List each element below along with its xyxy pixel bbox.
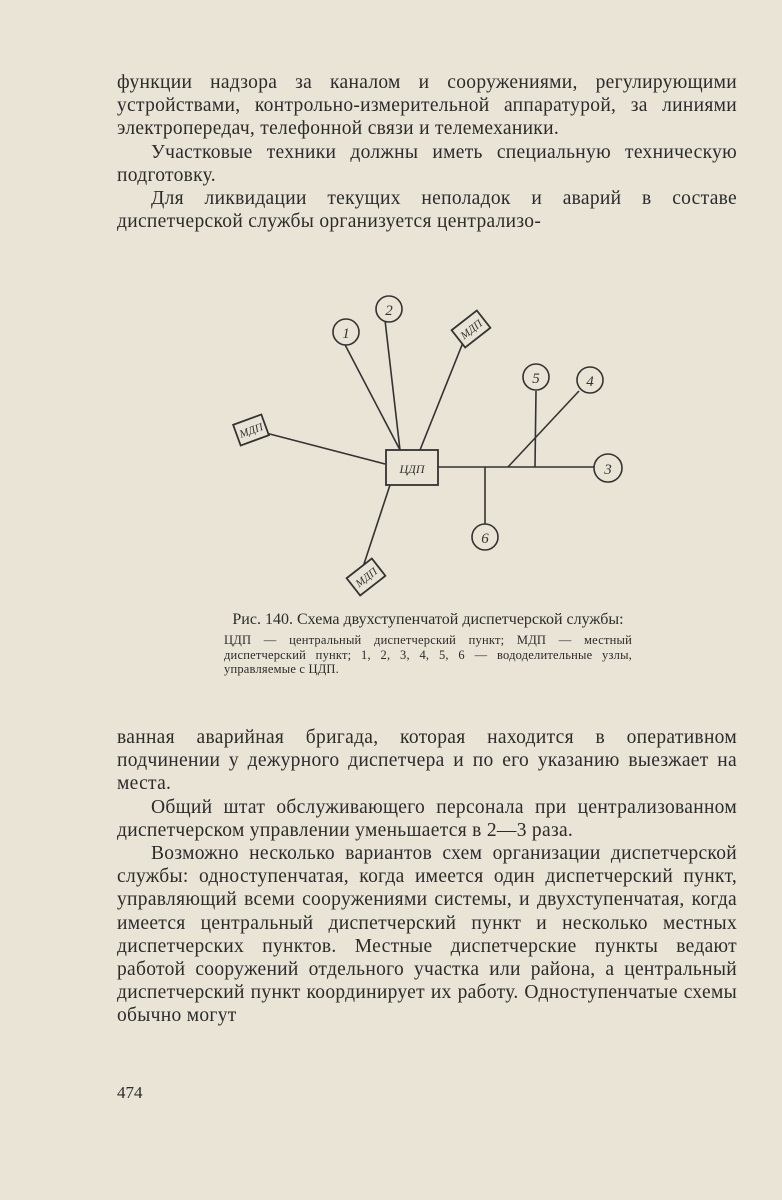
figure-caption bbox=[224, 611, 632, 677]
svg-text:5: 5 bbox=[532, 371, 540, 387]
line-to-mdp-bottom bbox=[362, 485, 390, 570]
svg-text:6: 6 bbox=[481, 531, 489, 547]
top-text bbox=[117, 71, 737, 233]
paragraph-3: Для ликвидации текущих неполадок и аварий в составе диспетчерской службы организуется централизо- bbox=[117, 188, 737, 233]
svg-text:3: 3 bbox=[604, 462, 612, 478]
mdp-top bbox=[452, 310, 491, 347]
paragraph-5: Общий штат обслуживающего персонала при централизованном диспетчерском управлении уменьшается в 2—3 раза. bbox=[117, 796, 737, 841]
node-3 bbox=[594, 454, 622, 482]
line-to-5 bbox=[535, 391, 536, 467]
paragraph-2: Участковые техники должны иметь специальную техническую подготовку. bbox=[117, 141, 737, 186]
paragraph-1: функции надзора за каналом и сооружениями, регулирующими устройствами, контрольно-измерительной аппаратурой, за линиями электропередач, телефонной связи и телемеханики. bbox=[117, 72, 737, 140]
node-5 bbox=[523, 364, 549, 390]
mdp-bottom bbox=[347, 558, 386, 595]
line-to-mdp-top bbox=[420, 340, 464, 450]
paragraph-4: ванная аварийная бригада, которая находится в оперативном подчинении у дежурного диспетчера и по его указанию выезжает на места. bbox=[117, 727, 737, 795]
node-1 bbox=[333, 319, 359, 345]
node-4 bbox=[577, 367, 603, 393]
dispatch-scheme-diagram bbox=[222, 292, 642, 602]
bottom-text bbox=[117, 726, 737, 1028]
line-to-1 bbox=[342, 339, 400, 450]
caption-legend: ЦДП — центральный диспетчерский пункт; МДП — местный диспетчерский пункт; 1, 2, 3, 4, 5, 6 — вододелительные узлы, управляемые с ЦДП. bbox=[224, 633, 632, 676]
node-6 bbox=[472, 524, 498, 550]
svg-text:1: 1 bbox=[342, 326, 350, 342]
mdp-left-label: МДП bbox=[237, 421, 265, 441]
mdp-top-label: МДП bbox=[458, 317, 485, 342]
line-to-4 bbox=[508, 391, 579, 467]
paragraph-6: Возможно несколько вариантов схем организации диспетчерской службы: одноступенчатая, когда имеется один диспетчерский пункт, управляющий всеми сооружениями системы, и двухступенчатая, когда имеется центральный диспетчерский пункт и несколько местных диспетчерских пунктов. Местные диспетчерские пункты ведают работой сооружений отдельного участка или района, а центральный диспетчерский пункт координирует их работу. Одноступенчатые схемы обычно могут bbox=[117, 843, 737, 1027]
line-to-mdp-left bbox=[262, 432, 385, 464]
node-2 bbox=[376, 296, 402, 322]
caption-title: Рис. 140. Схема двухступенчатой диспетчерской службы: bbox=[232, 611, 624, 628]
mdp-left bbox=[233, 415, 269, 446]
svg-text:2: 2 bbox=[385, 303, 393, 319]
svg-text:4: 4 bbox=[586, 374, 594, 390]
line-to-2 bbox=[385, 320, 400, 450]
central-dispatch-label: ЦДП bbox=[399, 462, 425, 476]
mdp-bottom-label: МДП bbox=[353, 565, 380, 590]
page-number: 474 bbox=[117, 1083, 143, 1102]
